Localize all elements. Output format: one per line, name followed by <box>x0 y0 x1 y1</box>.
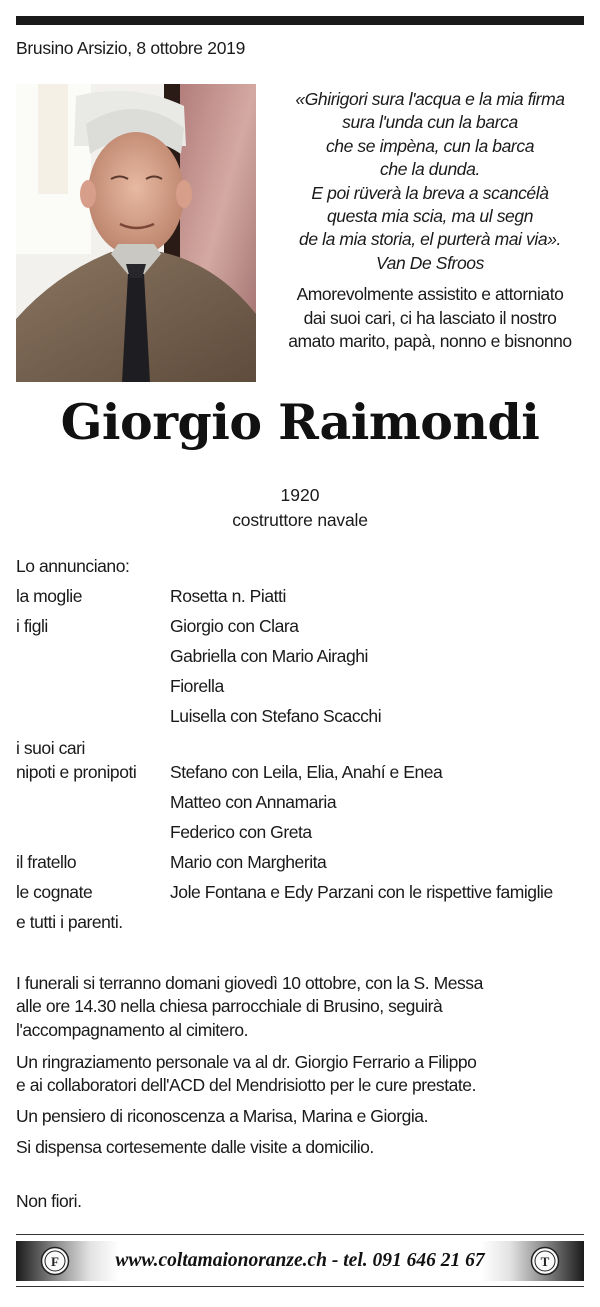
flowers-note <box>16 1190 586 1213</box>
relative-name: Luisella con Stefano Scacchi <box>170 706 382 726</box>
family-intro: Lo annunciano: <box>16 556 130 576</box>
relation-label: le cognate <box>16 882 93 902</box>
quote-line: che se impèna, cun la barca <box>325 135 535 156</box>
notice-line: amato marito, papà, nonno e bisnonno <box>288 331 572 351</box>
logo-letter: T <box>540 1254 550 1269</box>
relative-name: Giorgio con Clara <box>170 616 299 636</box>
funeral-home-logo-icon <box>530 1246 560 1276</box>
visits-note <box>16 1136 586 1159</box>
quote-author: Van De Sfroos <box>376 252 484 273</box>
relation-label: nipoti e pronipoti <box>16 762 137 782</box>
quote-line: E poi rüverà la breva a scancélà <box>311 182 549 203</box>
gratitude-note <box>16 1105 586 1128</box>
notice-line: Amorevolmente assistito e attorniato <box>296 284 564 304</box>
thanks-line: Un ringraziamento personale va al dr. Giorgio Ferrario a Filippo <box>16 1052 477 1072</box>
relative-name: Mario con Margherita <box>170 852 327 872</box>
funeral-line: I funerali si terranno domani giovedì 10 ottobre, con la S. Messa <box>16 973 483 993</box>
relation-label: il fratello <box>16 852 77 872</box>
relative-name: Fiorella <box>170 676 224 696</box>
gratitude-line: Un pensiero di riconoscenza a Marisa, Marina e Giorgia. <box>16 1106 428 1126</box>
relative-name: Federico con Greta <box>170 822 312 842</box>
notice-line: dai suoi cari, ci ha lasciato il nostro <box>303 307 557 328</box>
funeral-info <box>16 972 586 1042</box>
birth-year: 1920 <box>280 485 320 505</box>
quote-line: che la dunda. <box>380 159 480 180</box>
quote-line: sura l'unda cun la barca <box>342 112 518 133</box>
flowers-line: Non fiori. <box>16 1191 82 1211</box>
footer-rule-bottom <box>16 1286 584 1287</box>
quote-line: questa mia scia, ma ul segn <box>326 206 534 227</box>
death-notice <box>266 283 594 354</box>
visits-line: Si dispensa cortesemente dalle visite a domicilio. <box>16 1137 374 1157</box>
relative-name: Stefano con Leila, Elia, Anahí e Enea <box>170 762 443 782</box>
top-rule <box>16 16 584 25</box>
relative-name: Rosetta n. Piatti <box>170 586 286 606</box>
dateline: Brusino Arsizio, 8 ottobre 2019 <box>16 38 246 58</box>
relation-label: i suoi cari <box>16 738 85 758</box>
deceased-name: Giorgio Raimondi <box>60 393 540 451</box>
relation-label: i figli <box>16 616 48 636</box>
quote-line: «Ghirigori sura l'acqua e la mia firma <box>295 89 565 109</box>
profession: costruttore navale <box>232 510 368 530</box>
logo-letter: F <box>51 1254 59 1269</box>
thanks-line: e ai collaboratori dell'ACD del Mendrisiotto per le cure prestate. <box>16 1075 476 1096</box>
portrait-photo <box>16 84 256 382</box>
footer-banner <box>16 1241 584 1281</box>
relative-name: Gabriella con Mario Airaghi <box>170 646 368 666</box>
thanks-note <box>16 1051 586 1098</box>
relative-name: Matteo con Annamaria <box>170 792 337 812</box>
quote-block <box>268 88 592 275</box>
relation-label: e tutti i parenti. <box>16 912 123 932</box>
relation-label: la moglie <box>16 586 82 606</box>
funeral-line: l'accompagnamento al cimitero. <box>16 1019 249 1040</box>
footer-rule-top <box>16 1234 584 1235</box>
quote-line: de la mia storia, el purterà mai via». <box>298 229 561 250</box>
funeral-line: alle ore 14.30 nella chiesa parrocchiale di Brusino, seguirà <box>16 996 443 1017</box>
relative-name: Jole Fontana e Edy Parzani con le rispettive famiglie <box>170 882 553 902</box>
footer-contact: www.coltamaionoranze.ch - tel. 091 646 21 67 <box>115 1250 485 1271</box>
